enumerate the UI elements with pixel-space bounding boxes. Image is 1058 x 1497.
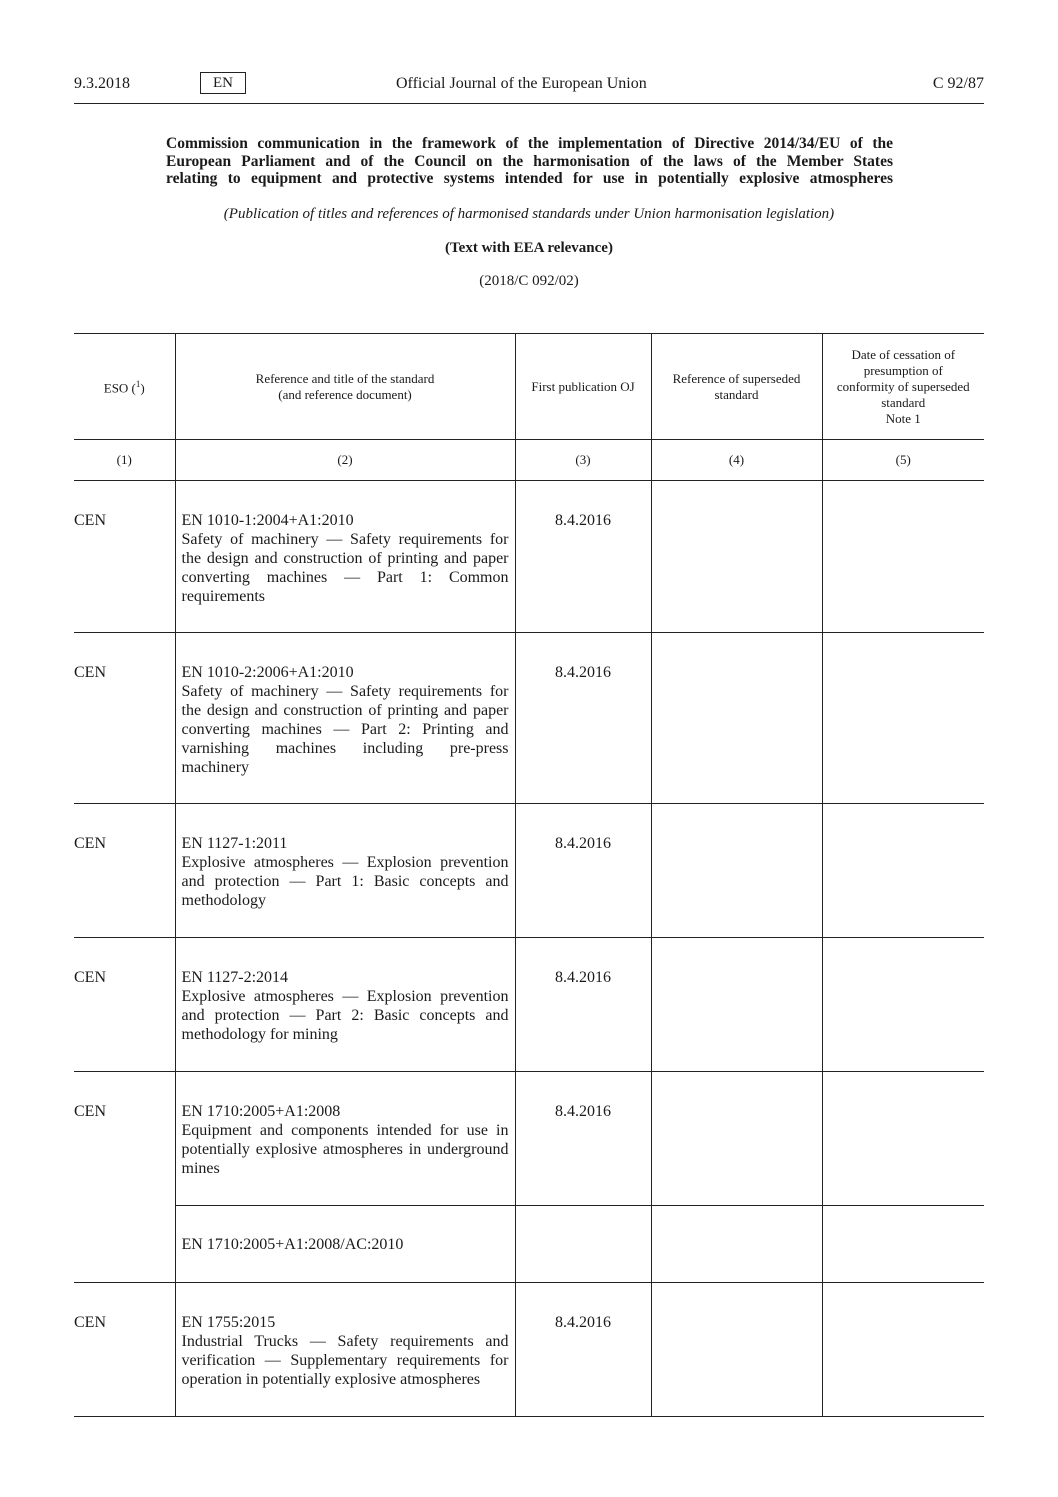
superseded-cell [651,481,822,633]
cessation-cell [822,633,984,804]
publication-date-cell: 8.4.2016 [515,633,651,804]
table-row [74,1283,984,1417]
standard-title: Explosive atmospheres — Explosion prevention and protection — Part 2: Basic concepts and methodology for mining [181,988,509,1043]
eso-cell: CEN [74,1072,175,1283]
standard-code: EN 1010-2:2006+A1:2010 [181,664,354,681]
eso-cell: CEN [74,804,175,938]
cessation-cell [822,481,984,633]
header-divider [74,103,984,104]
col-header-cessation: Date of cessation of presumption of conformity of superseded standard Note 1 [822,334,984,440]
table-row [74,938,984,1072]
reference-cell [175,1072,515,1206]
cessation-cell [822,1072,984,1206]
publication-date-cell: 8.4.2016 [515,1283,651,1417]
eea-relevance: (Text with EEA relevance) [445,240,613,256]
standard-code: EN 1710:2005+A1:2008 [181,1103,341,1120]
header-row [74,334,984,440]
eso-cell: CEN [74,633,175,804]
col-number: (4) [651,440,822,481]
reference-cell [175,1283,515,1417]
table-row [74,481,984,633]
title-line: relating to equipment and protective systems intended for use in potentially explosive atmospheres [166,170,893,187]
title-line: Commission communication in the framework of the implementation of Directive 2014/34/EU of the [166,135,893,152]
publication-date-cell: 8.4.2016 [515,938,651,1072]
standard-code: EN 1127-1:2011 [181,835,288,852]
cessation-cell [822,804,984,938]
reference-cell [175,633,515,804]
publication-date-cell: 8.4.2016 [515,804,651,938]
standard-code: EN 1010-1:2004+A1:2010 [181,512,354,529]
superseded-cell [651,1206,822,1283]
column-number-row [74,440,984,481]
document-title [166,135,893,188]
col-header-eso: ESO ($^1$) [74,334,175,440]
standard-code: EN 1127-2:2014 [181,969,289,986]
superseded-cell [651,938,822,1072]
journal-title: Official Journal of the European Union [396,75,647,92]
col-number: (1) [74,440,175,481]
standard-title: Explosive atmospheres — Explosion prevention and protection — Part 1: Basic concepts and methodology [181,854,509,909]
title-line: European Parliament and of the Council on the harmonisation of the laws of the Member States [166,152,893,170]
cessation-cell [822,1283,984,1417]
superseded-cell [651,804,822,938]
footnote-marker: 1 [135,379,141,390]
page-reference: C 92/87 [932,75,984,92]
standard-code: EN 1755:2015 [181,1314,276,1331]
amendment-cell: EN 1710:2005+A1:2008/AC:2010 [175,1206,515,1283]
publication-date-cell: 8.4.2016 [515,481,651,633]
standards-table [74,333,984,1417]
table-row [74,1072,984,1206]
superseded-cell [651,1072,822,1206]
eso-cell: CEN [74,481,175,633]
superseded-cell [651,633,822,804]
reference-cell [175,481,515,633]
document-subtitle: (Publication of titles and references of harmonised standards under Union harmonisation legislation) [223,206,835,222]
table-row-amendment [74,1206,984,1283]
standard-title: Industrial Trucks — Safety requirements and verification — Supplementary requirements for operation in potentially explosive atmospheres [181,1333,509,1388]
cessation-cell [822,1206,984,1283]
superseded-cell [651,1283,822,1417]
document-reference: (2018/C 092/02) [479,273,579,289]
standard-title: Safety of machinery — Safety requirements for the design and construction of printing and paper converting machines — Part 1: Common requirements [181,531,509,605]
standard-title: Equipment and components intended for use in potentially explosive atmospheres in underground mines [181,1122,509,1177]
eso-cell: CEN [74,938,175,1072]
col-header-first-publication: First publication OJ [515,334,651,440]
publication-date-cell [515,1206,651,1283]
standard-title: Safety of machinery — Safety requirements for the design and construction of printing and paper converting machines — Part 2: Printing and varnishing machines including pre-press machinery [181,683,509,776]
col-header-reference: Reference and title of the standard (and reference document) [175,334,515,440]
col-header-superseded: Reference of superseded standard [651,334,822,440]
reference-cell [175,938,515,1072]
table-row [74,633,984,804]
col-number: (3) [515,440,651,481]
col-number: (2) [175,440,515,481]
col-number: (5) [822,440,984,481]
cessation-cell [822,938,984,1072]
reference-cell [175,804,515,938]
language-badge: EN [200,72,246,94]
header-date: 9.3.2018 [74,75,130,92]
publication-date-cell: 8.4.2016 [515,1072,651,1206]
table-row [74,804,984,938]
eso-cell: CEN [74,1283,175,1417]
